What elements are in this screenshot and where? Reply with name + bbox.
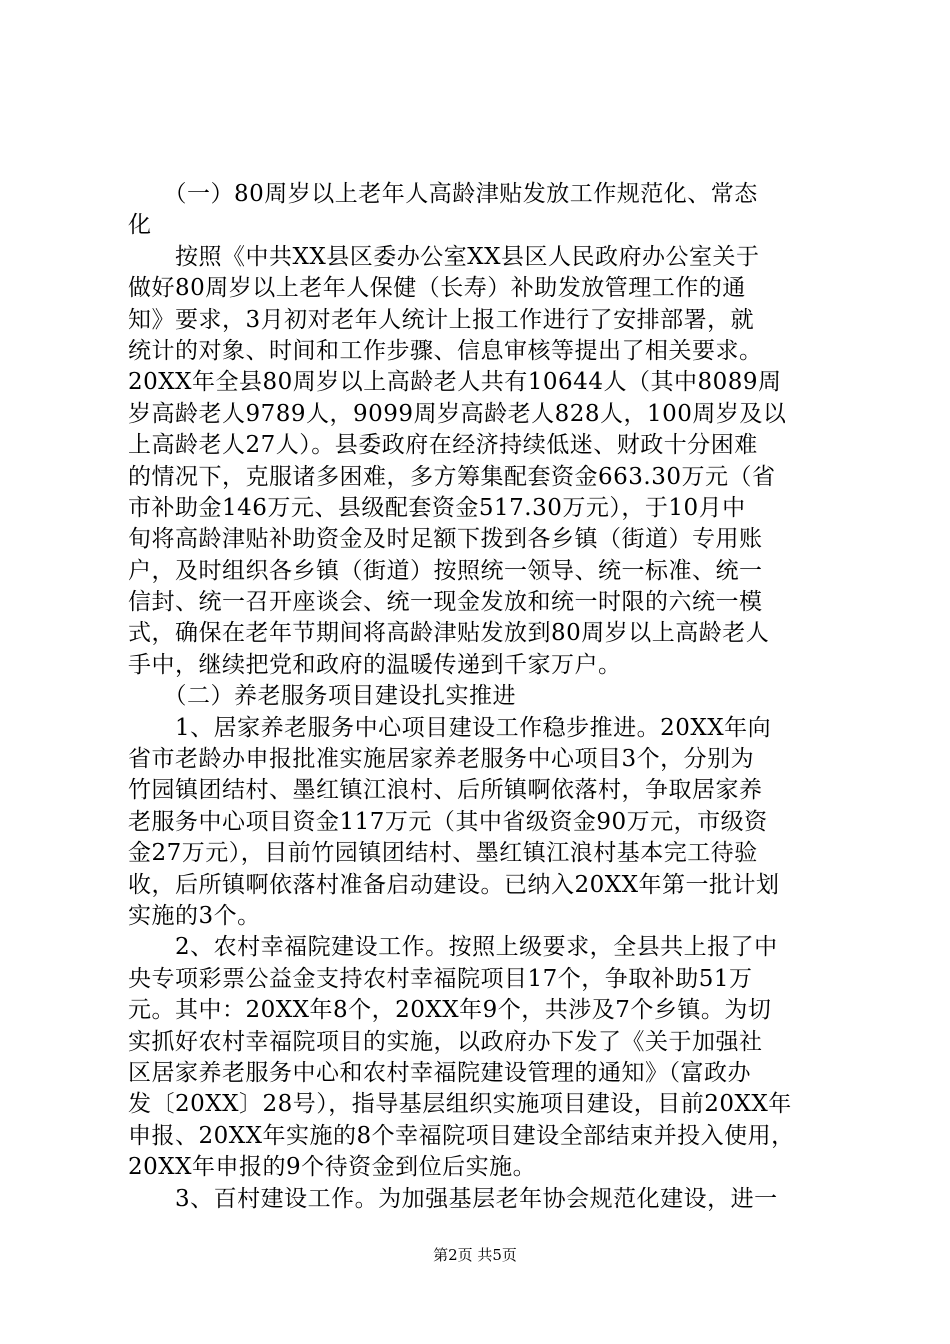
text-line: 信封、统一召开座谈会、统一现金发放和统一时限的六统一模 xyxy=(128,589,763,616)
text-line: 旬将高龄津贴补助资金及时足额下拨到各乡镇（街道）专用账 xyxy=(128,526,763,553)
text-line: 的情况下，克服诸多困难，多方筹集配套资金663.30万元（省 xyxy=(128,463,776,490)
text-line: 竹园镇团结村、墨红镇江浪村、后所镇啊依落村，争取居家养 xyxy=(128,777,763,804)
text-line: 收，后所镇啊依落村准备启动建设。已纳入20XX年第一批计划 xyxy=(128,871,780,898)
text-line: 20XX年全县80周岁以上高龄老人共有10644人（其中8089周 xyxy=(128,369,782,396)
text-line: 按照《中共XX县区委办公室XX县区人民政府办公室关于 xyxy=(128,243,760,270)
text-line: 金27万元），目前竹园镇团结村、墨红镇江浪村基本完工待验 xyxy=(128,840,758,867)
text-line: 发〔20XX〕28号），指导基层组织实施项目建设，目前20XX年 xyxy=(128,1091,792,1118)
text-line: 手中，继续把党和政府的温暖传递到千家万户。 xyxy=(128,651,622,678)
text-line: 户，及时组织各乡镇（街道）按照统一领导、统一标准、统一 xyxy=(128,557,763,584)
text-line: （二）养老服务项目建设扎实推进 xyxy=(128,683,516,710)
text-line: 式，确保在老年节期间将高龄津贴发放到80周岁以上高龄老人 xyxy=(128,620,770,647)
document-body xyxy=(128,179,830,1215)
text-line: 省市老龄办申报批准实施居家养老服务中心项目3个，分别为 xyxy=(128,746,755,773)
text-line: 央专项彩票公益金支持农村幸福院项目17个，争取补助51万 xyxy=(128,965,753,992)
text-line: 上高龄老人27人）。县委政府在经济持续低迷、财政十分困难 xyxy=(128,432,758,459)
text-line: 实抓好农村幸福院项目的实施，以政府办下发了《关于加强社 xyxy=(128,1028,763,1055)
text-line: 元。其中：20XX年8个，20XX年9个，共涉及7个乡镇。为切 xyxy=(128,997,772,1024)
page-number: 第2页 共5页 xyxy=(433,1246,517,1264)
text-line: 2、农村幸福院建设工作。按照上级要求，全县共上报了中 xyxy=(128,934,778,961)
text-line: （一）80周岁以上老年人高龄津贴发放工作规范化、常态 xyxy=(128,181,758,207)
text-line: 20XX年申报的9个待资金到位后实施。 xyxy=(128,1154,537,1181)
text-line: 实施的3个。 xyxy=(128,902,261,929)
text-line: 老服务中心项目资金117万元（其中省级资金90万元，市级资 xyxy=(128,808,768,835)
text-line: 岁高龄老人9789人，9099周岁高龄老人828人，100周岁及以 xyxy=(128,400,787,427)
text-line: 1、居家养老服务中心项目建设工作稳步推进。20XX年向 xyxy=(128,714,772,741)
text-line: 申报、20XX年实施的8个幸福院项目建设全部结束并投入使用， xyxy=(128,1122,795,1149)
text-line: 化 xyxy=(128,212,152,239)
text-line: 统计的对象、时间和工作步骤、信息审核等提出了相关要求。 xyxy=(128,337,763,364)
text-line: 知》要求，3月初对老年人统计上报工作进行了安排部署，就 xyxy=(128,306,755,333)
text-line: 市补助金146万元、县级配套资金517.30万元），于10月中 xyxy=(128,494,746,521)
text-line: 做好80周岁以上老年人保健（长寿）补助发放管理工作的通 xyxy=(128,275,746,302)
text-line: 3、百村建设工作。为加强基层老年协会规范化建设，进一 xyxy=(128,1185,778,1212)
text-line: 区居家养老服务中心和农村幸福院建设管理的通知》（富政办 xyxy=(128,1059,751,1086)
